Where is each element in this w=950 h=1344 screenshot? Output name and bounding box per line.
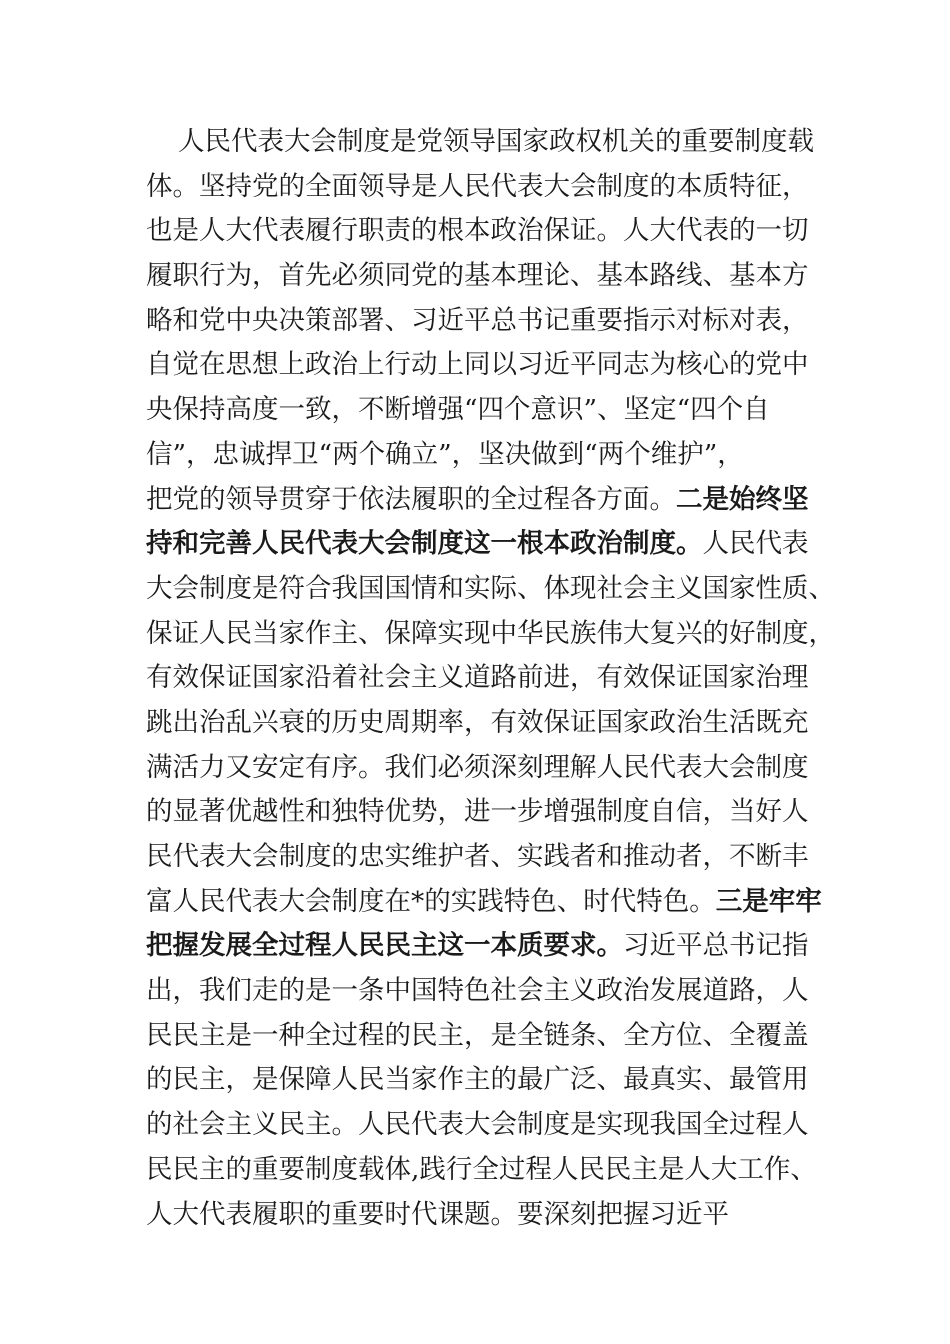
text-line [146,880,822,925]
text-span: 习近平总书记指 [623,930,809,962]
bold-heading-span: 把握发展全过程人民民主这一本质要求。 [146,930,623,962]
text-span: 央保持高度一致，不断增强“四个意识”、坚定“四个自 [146,394,770,426]
text-span: 履职行为，首先必须同党的基本理论、基本路线、基本方 [146,260,809,292]
text-line [146,701,809,746]
text-span: 也是人大代表履行职责的根本政治保证。人大代表的一切 [146,215,809,247]
text-line [146,656,809,701]
text-line [146,299,809,344]
body-paragraph [146,120,835,1237]
text-line [146,835,809,880]
text-span: 自觉在思想上政治上行动上同以习近平同志为核心的党中 [146,349,809,381]
text-span: 富人民代表大会制度在*的实践特色、时代特色。 [146,885,716,917]
text-span: 把党的领导贯穿于依法履职的全过程各方面。 [146,483,676,515]
text-span: 人民代表大会制度是党领导国家政权机关的重要制度载 [178,126,814,157]
text-line [146,209,809,254]
text-span: 大会制度是符合我国国情和实际、体现社会主义国家性质、 [146,572,835,604]
text-line [146,1058,809,1103]
text-line [146,969,809,1014]
text-span: 的社会主义民主。人民代表大会制度是实现我国全过程人 [146,1109,809,1141]
text-line [146,1148,817,1193]
text-line [146,790,809,835]
text-span: 体。坚持党的全面领导是人民代表大会制度的本质特征， [146,170,809,202]
text-span: 的显著优越性和独特优势，进一步增强制度自信，当好人 [146,796,809,828]
text-span: 民民主的重要制度载体,践行全过程人民民主是人大工作、 [146,1153,817,1185]
text-span: 信”，忠诚捍卫“两个确立”，坚决做到“两个维护”， [146,438,744,470]
bold-heading-span: 持和完善人民代表大会制度这一根本政治制度。 [146,528,703,560]
text-line [146,1103,809,1148]
text-span: 出，我们走的是一条中国特色社会主义政治发展道路，人 [146,975,809,1007]
text-line [146,343,809,388]
text-span: 民民主是一种全过程的民主，是全链条、全方位、全覆盖 [146,1019,809,1051]
bold-heading-span: 二是始终坚 [676,483,809,515]
text-line [146,433,806,478]
text-span: 保证人民当家作主、保障实现中华民族伟大复兴的好制度， [146,617,835,649]
text-line [146,1014,809,1059]
text-line [146,612,835,657]
text-line [146,746,809,791]
bold-heading-span: 三是牢牢 [715,885,822,917]
text-line [146,388,806,433]
text-line [146,254,809,299]
text-span: 满活力又安定有序。我们必须深刻理解人民代表大会制度 [146,751,809,783]
text-span: 人大代表履职的重要时代课题。要深刻把握习近平 [146,1198,729,1230]
text-line [146,478,809,523]
text-line [146,1193,806,1238]
text-line [146,165,809,210]
text-span: 有效保证国家沿着社会主义道路前进，有效保证国家治理 [146,662,809,694]
text-line [146,924,809,969]
text-line [146,567,835,612]
text-line [146,120,814,165]
text-line [146,522,809,567]
text-span: 略和党中央决策部署、习近平总书记重要指示对标对表， [146,304,809,336]
text-span: 的民主，是保障人民当家作主的最广泛、最真实、最管用 [146,1064,809,1096]
text-span: 跳出治乱兴衰的历史周期率，有效保证国家政治生活既充 [146,706,809,738]
text-span: 民代表大会制度的忠实维护者、实践者和推动者，不断丰 [146,841,809,872]
text-span: 人民代表 [702,528,809,560]
